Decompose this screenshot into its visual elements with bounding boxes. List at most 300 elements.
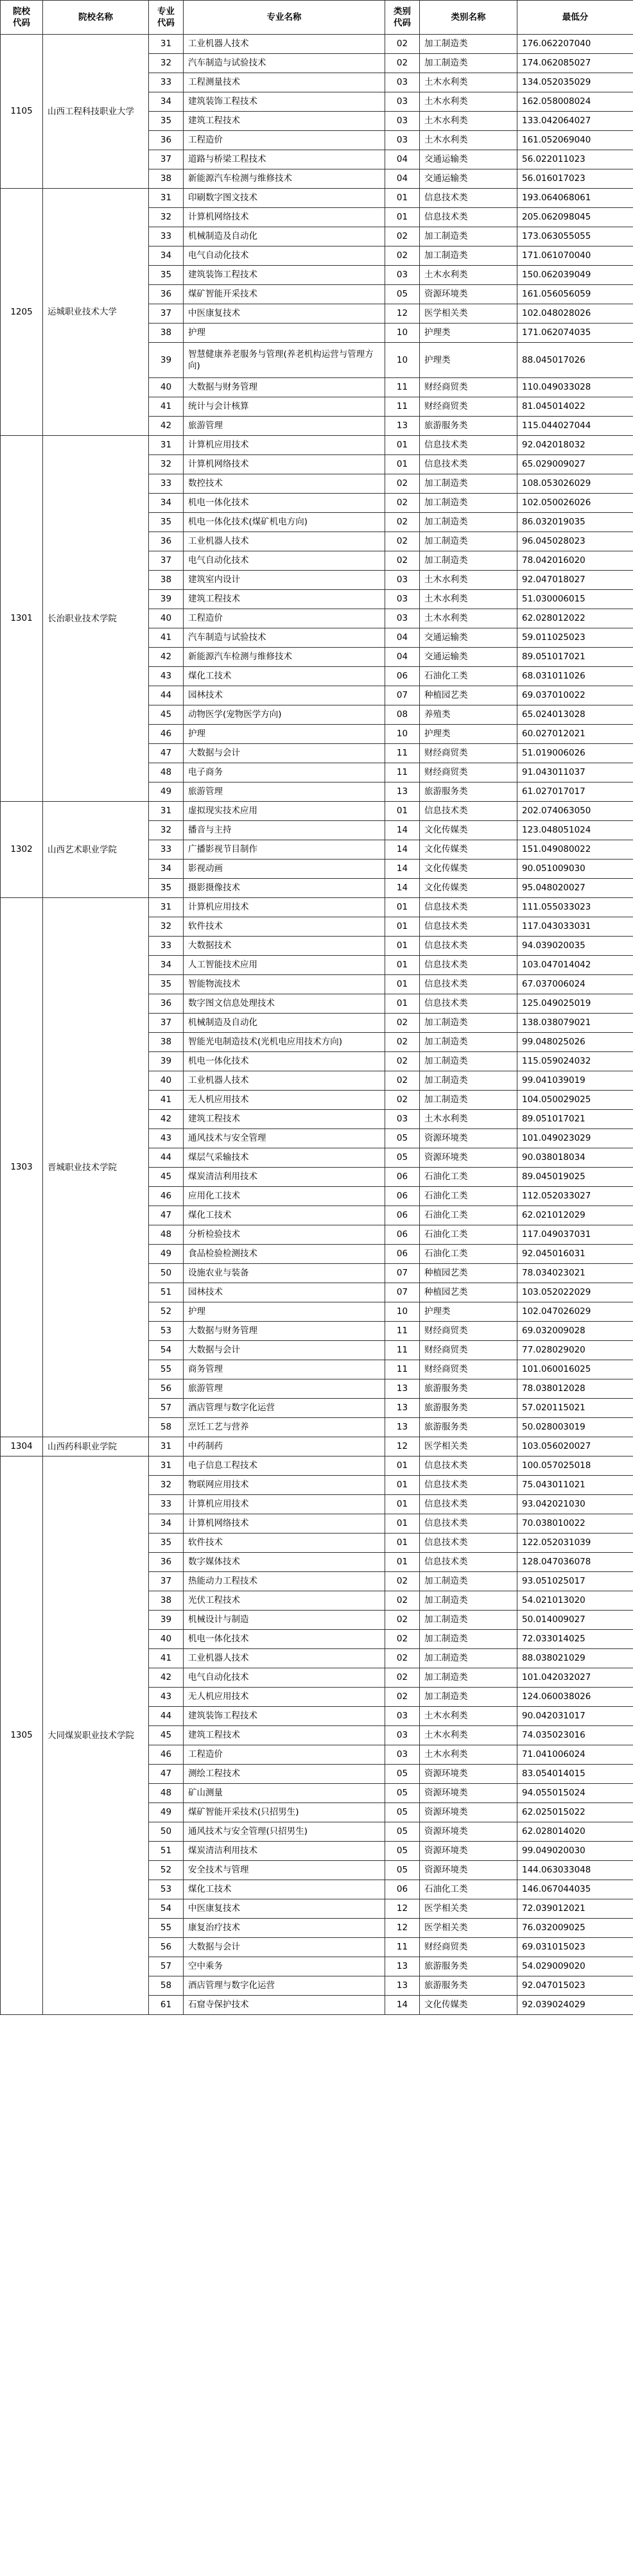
category-code: 01 (385, 1457, 420, 1476)
category-code: 03 (385, 266, 420, 285)
category-name: 医学相关类 (420, 1437, 517, 1457)
min-score: 103.052022029 (517, 1283, 633, 1302)
category-name: 信息技术类 (420, 994, 517, 1014)
category-code: 14 (385, 1996, 420, 2015)
major-name: 煤层气采输技术 (184, 1148, 385, 1168)
category-code: 12 (385, 304, 420, 324)
major-name: 旅游管理 (184, 782, 385, 802)
major-name: 煤化工技术 (184, 1206, 385, 1225)
min-score: 162.058008024 (517, 92, 633, 112)
major-name: 虚拟现实技术应用 (184, 802, 385, 821)
category-name: 信息技术类 (420, 208, 517, 227)
major-code: 51 (149, 1842, 184, 1861)
table-row (1, 436, 633, 455)
major-code: 41 (149, 1091, 184, 1110)
min-score: 76.032009025 (517, 1919, 633, 1938)
major-name: 机械设计与制造 (184, 1611, 385, 1630)
header-school-name: 院校名称 (43, 1, 149, 35)
min-score: 81.045014022 (517, 397, 633, 417)
major-code: 32 (149, 821, 184, 840)
category-code: 02 (385, 1091, 420, 1110)
category-code: 13 (385, 1379, 420, 1399)
major-code: 49 (149, 782, 184, 802)
table-body (1, 35, 633, 2015)
major-code: 56 (149, 1379, 184, 1399)
table-row (1, 802, 633, 821)
category-code: 06 (385, 1245, 420, 1264)
category-code: 03 (385, 131, 420, 150)
min-score: 144.063033048 (517, 1861, 633, 1880)
category-code: 03 (385, 1110, 420, 1129)
category-name: 土木水利类 (420, 609, 517, 628)
major-code: 39 (149, 590, 184, 609)
min-score: 68.031011026 (517, 667, 633, 686)
category-code: 04 (385, 628, 420, 648)
major-code: 37 (149, 1014, 184, 1033)
category-name: 加工制造类 (420, 1649, 517, 1668)
category-code: 01 (385, 436, 420, 455)
major-code: 49 (149, 1245, 184, 1264)
major-code: 57 (149, 1399, 184, 1418)
major-code: 31 (149, 189, 184, 208)
category-code: 05 (385, 1148, 420, 1168)
category-name: 加工制造类 (420, 1688, 517, 1707)
category-code: 14 (385, 860, 420, 879)
major-code: 36 (149, 1553, 184, 1572)
category-name: 资源环境类 (420, 1842, 517, 1861)
category-code: 02 (385, 54, 420, 73)
major-name: 软件技术 (184, 1534, 385, 1553)
category-name: 文化传媒类 (420, 840, 517, 860)
major-code: 57 (149, 1957, 184, 1976)
min-score: 108.053026029 (517, 474, 633, 494)
major-name: 旅游管理 (184, 1379, 385, 1399)
major-name: 机电一体化技术 (184, 1052, 385, 1071)
category-name: 加工制造类 (420, 551, 517, 571)
min-score: 117.049037031 (517, 1225, 633, 1245)
category-code: 02 (385, 1630, 420, 1649)
min-score: 50.028003019 (517, 1418, 633, 1437)
category-name: 加工制造类 (420, 246, 517, 266)
major-name: 大数据技术 (184, 937, 385, 956)
school-name: 晋城职业技术学院 (43, 898, 149, 1437)
major-code: 54 (149, 1899, 184, 1919)
school-name: 运城职业技术大学 (43, 189, 149, 436)
category-name: 交通运输类 (420, 169, 517, 189)
min-score: 92.045016031 (517, 1245, 633, 1264)
major-code: 35 (149, 266, 184, 285)
category-name: 土木水利类 (420, 131, 517, 150)
category-code: 05 (385, 1803, 420, 1822)
min-score: 51.019006026 (517, 744, 633, 763)
major-name: 无人机应用技术 (184, 1091, 385, 1110)
category-code: 14 (385, 821, 420, 840)
major-name: 汽车制造与试验技术 (184, 54, 385, 73)
major-name: 电气自动化技术 (184, 551, 385, 571)
major-name: 工程造价 (184, 609, 385, 628)
table-row (1, 898, 633, 917)
header-major-name: 专业名称 (184, 1, 385, 35)
school-name: 长治职业技术学院 (43, 436, 149, 802)
category-name: 加工制造类 (420, 1033, 517, 1052)
header-min-score: 最低分 (517, 1, 633, 35)
min-score: 56.016017023 (517, 169, 633, 189)
category-name: 旅游服务类 (420, 1418, 517, 1437)
major-code: 45 (149, 705, 184, 725)
category-code: 02 (385, 1591, 420, 1611)
major-name: 通风技术与安全管理(只招男生) (184, 1822, 385, 1842)
header-major-code: 专业 代码 (149, 1, 184, 35)
category-name: 护理类 (420, 1302, 517, 1322)
major-name: 电子商务 (184, 763, 385, 782)
category-code: 14 (385, 879, 420, 898)
major-name: 煤炭清洁利用技术 (184, 1842, 385, 1861)
major-code: 46 (149, 725, 184, 744)
major-code: 46 (149, 1745, 184, 1765)
min-score: 51.030006015 (517, 590, 633, 609)
major-name: 测绘工程技术 (184, 1765, 385, 1784)
min-score: 78.038012028 (517, 1379, 633, 1399)
category-code: 03 (385, 1707, 420, 1726)
major-code: 61 (149, 1996, 184, 2015)
category-name: 旅游服务类 (420, 417, 517, 436)
min-score: 112.052033027 (517, 1187, 633, 1206)
category-code: 07 (385, 1264, 420, 1283)
category-name: 加工制造类 (420, 1091, 517, 1110)
major-name: 分析检验技术 (184, 1225, 385, 1245)
min-score: 54.021013020 (517, 1591, 633, 1611)
major-name: 工业机器人技术 (184, 532, 385, 551)
category-code: 14 (385, 840, 420, 860)
min-score: 62.025015022 (517, 1803, 633, 1822)
category-name: 加工制造类 (420, 1052, 517, 1071)
category-code: 12 (385, 1919, 420, 1938)
category-code: 07 (385, 686, 420, 705)
category-name: 财经商贸类 (420, 744, 517, 763)
major-name: 计算机网络技术 (184, 455, 385, 474)
category-name: 信息技术类 (420, 1553, 517, 1572)
major-code: 49 (149, 1803, 184, 1822)
category-name: 土木水利类 (420, 92, 517, 112)
category-code: 01 (385, 937, 420, 956)
major-name: 电气自动化技术 (184, 1668, 385, 1688)
category-name: 文化传媒类 (420, 821, 517, 840)
category-code: 03 (385, 571, 420, 590)
school-code: 1301 (1, 436, 43, 802)
major-name: 计算机网络技术 (184, 1514, 385, 1534)
category-name: 土木水利类 (420, 590, 517, 609)
category-name: 交通运输类 (420, 628, 517, 648)
min-score: 61.027017017 (517, 782, 633, 802)
min-score: 62.028014020 (517, 1822, 633, 1842)
major-name: 统计与会计核算 (184, 397, 385, 417)
major-name: 煤化工技术 (184, 1880, 385, 1899)
category-name: 石油化工类 (420, 1187, 517, 1206)
major-code: 41 (149, 397, 184, 417)
major-name: 摄影摄像技术 (184, 879, 385, 898)
category-name: 财经商贸类 (420, 378, 517, 397)
category-code: 01 (385, 898, 420, 917)
major-name: 机械制造及自动化 (184, 227, 385, 246)
major-name: 煤矿智能开采技术 (184, 285, 385, 304)
major-name: 矿山测量 (184, 1784, 385, 1803)
category-name: 资源环境类 (420, 285, 517, 304)
category-code: 03 (385, 73, 420, 92)
category-code: 06 (385, 1187, 420, 1206)
major-code: 35 (149, 1534, 184, 1553)
category-name: 文化传媒类 (420, 1996, 517, 2015)
major-code: 44 (149, 686, 184, 705)
category-code: 11 (385, 1322, 420, 1341)
major-code: 51 (149, 1283, 184, 1302)
table-header (1, 1, 633, 35)
category-code: 02 (385, 513, 420, 532)
min-score: 205.062098045 (517, 208, 633, 227)
category-name: 信息技术类 (420, 189, 517, 208)
category-code: 01 (385, 1553, 420, 1572)
major-name: 机电一体化技术 (184, 494, 385, 513)
min-score: 128.047036078 (517, 1553, 633, 1572)
major-code: 48 (149, 1225, 184, 1245)
category-code: 02 (385, 1052, 420, 1071)
major-code: 45 (149, 1168, 184, 1187)
category-code: 02 (385, 494, 420, 513)
school-name: 山西工程科技职业大学 (43, 35, 149, 189)
min-score: 91.043011037 (517, 763, 633, 782)
major-name: 人工智能技术应用 (184, 956, 385, 975)
category-name: 土木水利类 (420, 1707, 517, 1726)
school-code: 1205 (1, 189, 43, 436)
category-code: 11 (385, 744, 420, 763)
category-name: 加工制造类 (420, 1668, 517, 1688)
major-name: 大数据与会计 (184, 1341, 385, 1360)
category-code: 01 (385, 956, 420, 975)
min-score: 193.064068061 (517, 189, 633, 208)
category-code: 01 (385, 189, 420, 208)
min-score: 103.056020027 (517, 1437, 633, 1457)
min-score: 161.056056059 (517, 285, 633, 304)
min-score: 134.052035029 (517, 73, 633, 92)
major-name: 园林技术 (184, 1283, 385, 1302)
category-name: 加工制造类 (420, 1572, 517, 1591)
category-code: 06 (385, 1225, 420, 1245)
major-name: 工业机器人技术 (184, 1071, 385, 1091)
category-code: 10 (385, 725, 420, 744)
major-code: 47 (149, 1206, 184, 1225)
major-code: 35 (149, 975, 184, 994)
major-code: 45 (149, 1726, 184, 1745)
category-name: 种植园艺类 (420, 686, 517, 705)
category-code: 05 (385, 1765, 420, 1784)
major-name: 广播影视节目制作 (184, 840, 385, 860)
major-code: 41 (149, 1649, 184, 1668)
major-name: 热能动力工程技术 (184, 1572, 385, 1591)
category-code: 05 (385, 1861, 420, 1880)
major-code: 40 (149, 1630, 184, 1649)
category-name: 加工制造类 (420, 35, 517, 54)
major-name: 酒店管理与数字化运营 (184, 1399, 385, 1418)
category-code: 11 (385, 378, 420, 397)
min-score: 62.021012029 (517, 1206, 633, 1225)
min-score: 92.039024029 (517, 1996, 633, 2015)
major-name: 数控技术 (184, 474, 385, 494)
category-code: 11 (385, 397, 420, 417)
category-code: 06 (385, 1168, 420, 1187)
major-name: 汽车制造与试验技术 (184, 628, 385, 648)
major-code: 33 (149, 1495, 184, 1514)
major-code: 37 (149, 150, 184, 169)
major-name: 智慧健康养老服务与管理(养老机构运营与管理方向) (184, 343, 385, 378)
category-name: 信息技术类 (420, 917, 517, 937)
category-name: 资源环境类 (420, 1784, 517, 1803)
major-name: 工业机器人技术 (184, 1649, 385, 1668)
min-score: 89.045019025 (517, 1168, 633, 1187)
category-code: 12 (385, 1899, 420, 1919)
major-name: 建筑装饰工程技术 (184, 1707, 385, 1726)
category-name: 加工制造类 (420, 1014, 517, 1033)
category-name: 财经商贸类 (420, 397, 517, 417)
major-name: 酒店管理与数字化运营 (184, 1976, 385, 1996)
min-score: 125.049025019 (517, 994, 633, 1014)
min-score: 161.052069040 (517, 131, 633, 150)
major-name: 设施农业与装备 (184, 1264, 385, 1283)
major-code: 34 (149, 92, 184, 112)
min-score: 96.045028023 (517, 532, 633, 551)
major-name: 中药制药 (184, 1437, 385, 1457)
min-score: 93.051025017 (517, 1572, 633, 1591)
major-code: 35 (149, 112, 184, 131)
category-name: 土木水利类 (420, 112, 517, 131)
major-name: 道路与桥梁工程技术 (184, 150, 385, 169)
category-name: 土木水利类 (420, 1726, 517, 1745)
category-name: 加工制造类 (420, 494, 517, 513)
category-code: 07 (385, 1283, 420, 1302)
min-score: 94.039020035 (517, 937, 633, 956)
category-name: 资源环境类 (420, 1765, 517, 1784)
min-score: 92.042018032 (517, 436, 633, 455)
category-code: 12 (385, 1437, 420, 1457)
major-name: 护理 (184, 1302, 385, 1322)
category-name: 加工制造类 (420, 1611, 517, 1630)
min-score: 90.042031017 (517, 1707, 633, 1726)
min-score: 50.014009027 (517, 1611, 633, 1630)
category-code: 02 (385, 551, 420, 571)
major-code: 40 (149, 378, 184, 397)
major-code: 58 (149, 1418, 184, 1437)
min-score: 101.060016025 (517, 1360, 633, 1379)
major-code: 33 (149, 73, 184, 92)
min-score: 75.043011021 (517, 1476, 633, 1495)
major-code: 37 (149, 551, 184, 571)
category-code: 02 (385, 1071, 420, 1091)
major-code: 44 (149, 1148, 184, 1168)
major-name: 中医康复技术 (184, 1899, 385, 1919)
major-name: 商务管理 (184, 1360, 385, 1379)
category-code: 01 (385, 455, 420, 474)
category-name: 加工制造类 (420, 1630, 517, 1649)
min-score: 72.039012021 (517, 1899, 633, 1919)
major-code: 36 (149, 994, 184, 1014)
category-name: 旅游服务类 (420, 782, 517, 802)
major-code: 32 (149, 54, 184, 73)
min-score: 101.049023029 (517, 1129, 633, 1148)
category-code: 01 (385, 975, 420, 994)
school-name: 山西药科职业学院 (43, 1437, 149, 1457)
school-code: 1302 (1, 802, 43, 898)
category-name: 资源环境类 (420, 1803, 517, 1822)
min-score: 71.041006024 (517, 1745, 633, 1765)
major-code: 40 (149, 609, 184, 628)
major-name: 应用化工技术 (184, 1187, 385, 1206)
major-name: 食品检验检测技术 (184, 1245, 385, 1264)
major-code: 36 (149, 285, 184, 304)
major-code: 56 (149, 1938, 184, 1957)
min-score: 78.042016020 (517, 551, 633, 571)
major-code: 38 (149, 571, 184, 590)
major-name: 空中乘务 (184, 1957, 385, 1976)
category-code: 01 (385, 1514, 420, 1534)
category-code: 10 (385, 324, 420, 343)
min-score: 99.048025026 (517, 1033, 633, 1052)
category-code: 03 (385, 590, 420, 609)
major-name: 工程造价 (184, 131, 385, 150)
major-code: 35 (149, 513, 184, 532)
category-name: 加工制造类 (420, 532, 517, 551)
min-score: 117.043033031 (517, 917, 633, 937)
major-name: 建筑工程技术 (184, 590, 385, 609)
category-name: 信息技术类 (420, 1534, 517, 1553)
category-code: 10 (385, 343, 420, 378)
major-code: 53 (149, 1880, 184, 1899)
major-name: 动物医学(宠物医学方向) (184, 705, 385, 725)
category-name: 种植园艺类 (420, 1264, 517, 1283)
major-name: 播音与主持 (184, 821, 385, 840)
min-score: 83.054014015 (517, 1765, 633, 1784)
major-code: 52 (149, 1861, 184, 1880)
category-name: 资源环境类 (420, 1861, 517, 1880)
min-score: 104.050029025 (517, 1091, 633, 1110)
major-name: 建筑工程技术 (184, 1110, 385, 1129)
major-name: 电气自动化技术 (184, 246, 385, 266)
major-name: 机电一体化技术 (184, 1630, 385, 1649)
major-name: 计算机应用技术 (184, 436, 385, 455)
category-name: 信息技术类 (420, 898, 517, 917)
category-code: 03 (385, 1726, 420, 1745)
major-name: 印刷数字图文技术 (184, 189, 385, 208)
category-code: 02 (385, 532, 420, 551)
major-code: 44 (149, 1707, 184, 1726)
category-name: 石油化工类 (420, 1225, 517, 1245)
major-name: 数字媒体技术 (184, 1553, 385, 1572)
category-code: 04 (385, 648, 420, 667)
min-score: 122.052031039 (517, 1534, 633, 1553)
major-code: 34 (149, 956, 184, 975)
category-code: 13 (385, 1399, 420, 1418)
major-name: 大数据与会计 (184, 1938, 385, 1957)
major-name: 影视动画 (184, 860, 385, 879)
major-name: 机械制造及自动化 (184, 1014, 385, 1033)
major-name: 计算机网络技术 (184, 208, 385, 227)
major-code: 53 (149, 1322, 184, 1341)
category-code: 02 (385, 1688, 420, 1707)
major-name: 工程造价 (184, 1745, 385, 1765)
category-code: 13 (385, 1418, 420, 1437)
min-score: 69.031015023 (517, 1938, 633, 1957)
min-score: 67.037006024 (517, 975, 633, 994)
major-code: 33 (149, 840, 184, 860)
category-name: 财经商贸类 (420, 1341, 517, 1360)
category-code: 11 (385, 763, 420, 782)
